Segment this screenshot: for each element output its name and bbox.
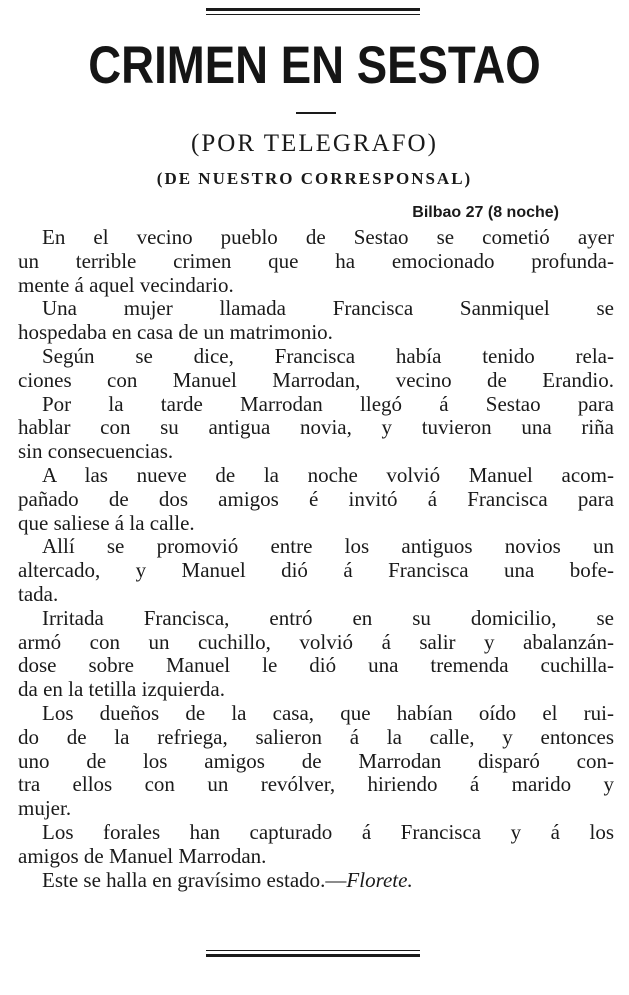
headline: CRIMEN EN SESTAO: [88, 36, 541, 95]
body-line: hospedaba en casa de un matrimonio.: [18, 320, 333, 345]
body-line: Por la tarde Marrodan llegó á Sestao para: [42, 391, 614, 416]
body-line: Los forales han capturado á Francisca y á los: [42, 819, 614, 844]
body-line: Una mujer llamada Francisca Sanmiquel se: [42, 296, 614, 321]
byline: (DE NUESTRO CORRESPONSAL): [156, 169, 473, 188]
dateline: Bilbao 27 (8 noche): [412, 204, 559, 221]
body-line: Irritada Francisca, entró en su domicilio, se: [42, 605, 614, 630]
closing-sentence: Este se halla en gravísimo estado.—: [42, 867, 347, 892]
body-line: un terrible crimen que ha emocionado profunda-: [18, 248, 614, 273]
body-line: que saliese á la calle.: [18, 510, 195, 535]
body-line: sin consecuencias.: [18, 439, 174, 464]
body-line: dose sobre Manuel le dió una tremenda cuchilla-: [18, 653, 614, 678]
body-line: armó con un cuchillo, volvió á salir y abalanzán-: [18, 629, 614, 654]
bottom-double-rule: [206, 950, 420, 957]
headline-divider: [296, 112, 336, 114]
signature: Florete.: [346, 867, 413, 892]
body-line: Allí se promovió entre los antiguos novios un: [42, 534, 614, 559]
top-double-rule: [206, 8, 420, 15]
body-line: da en la tetilla izquierda.: [18, 677, 225, 702]
body-line: A las nueve de la noche volvió Manuel acom-: [42, 462, 614, 487]
body-line: ciones con Manuel Marrodan, vecino de Erandio.: [18, 367, 614, 392]
body-line: En el vecino pueblo de Sestao se cometió ayer: [42, 225, 614, 249]
body-line: pañado de dos amigos é invitó á Francisca para: [18, 486, 614, 511]
body-line: altercado, y Manuel dió á Francisca una bofe-: [18, 558, 614, 583]
body-line: mujer.: [18, 796, 72, 821]
body-line: do de la refriega, salieron á la calle, y entonces: [18, 724, 614, 749]
body-line: Según se dice, Francisca había tenido rela-: [42, 343, 614, 368]
body-line: hablar con su antigua novia, y tuvieron una riña: [18, 415, 614, 440]
body-line: mente á aquel vecindario.: [18, 272, 234, 297]
body-line: uno de los amigos de Marrodan disparó con-: [18, 748, 614, 773]
subtitle: (POR TELEGRAFO): [191, 130, 438, 157]
body-line: tra ellos con un revólver, hiriendo á marido y: [18, 772, 614, 797]
body-line: Los dueños de la casa, que habían oído el rui-: [42, 700, 614, 725]
body-line-last: [18, 869, 614, 893]
body-line: tada.: [18, 581, 59, 606]
body-line: amigos de Manuel Marrodan.: [18, 843, 267, 868]
article-body: [18, 226, 614, 892]
